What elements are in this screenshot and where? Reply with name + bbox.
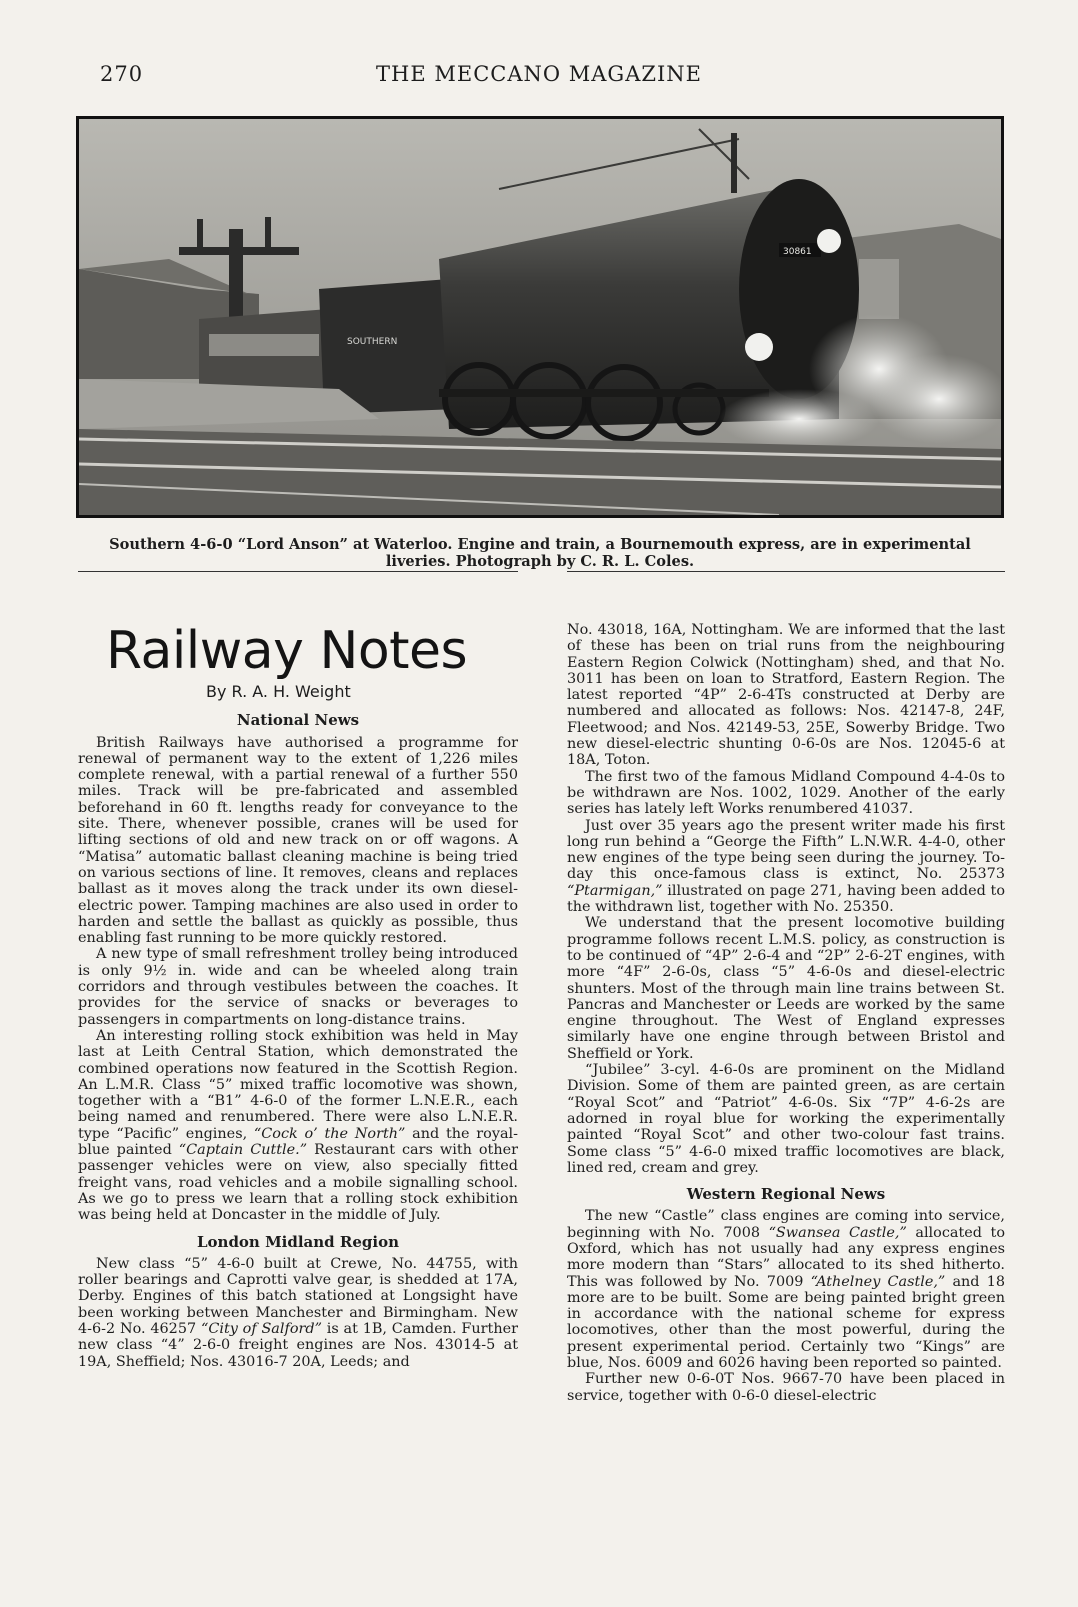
section-heading-western: Western Regional News bbox=[686, 1185, 886, 1204]
column-rule-right bbox=[567, 571, 1005, 572]
svg-text:30861: 30861 bbox=[783, 247, 812, 257]
photo-caption: Southern 4-6-0 “Lord Anson” at Waterloo. Engine and train, a Bournemouth express, are in experimental liveries. Photograph by C. R. L. Coles. bbox=[109, 536, 971, 570]
article-column-left bbox=[78, 622, 518, 1370]
page-number: 270 bbox=[100, 62, 144, 86]
column-rule-left bbox=[78, 571, 518, 572]
paragraph-castle-class: The new “Castle” class engines are coming into service, beginning with No. 7008 “Swansea Castle,” allocated to Oxford, which has not usually had any express engines more modern than “Stars” allocated to its shed hitherto. This was followed by No. 7009 “Athelney Castle,” and 18 more are to be built. Some are being painted bright green in accordance with the national scheme for express locomotives, other than the most powerful, during the present experimental period. Certainly two “Kings” are blue, Nos. 6009 and 6026 having been reported so painted. bbox=[567, 1208, 1006, 1372]
paragraph-rolling-stock-exhibition: An interesting rolling stock exhibition was held in May last at Leith Central Station, which demonstrated the combined operations now featured in the Scottish Region. An L.M.R. Class “5” mixed traffic locomotive was shown, together with a “B1” 4-6-0 of the former L.N.E.R., each being named and renumbered. There were also L.N.E.R. type “Pacific” engines, “Cock o’ the North” and the royal-blue painted “Captain Cuttle.” Restaurant cars with other passenger vehicles were on view, also specially fitted freight vans, road vehicles and a mobile signalling school. As we go to press we learn that a rolling stock exhibition was being held at Doncaster in the middle of July. bbox=[78, 1027, 519, 1224]
article-column-right bbox=[567, 622, 1005, 1404]
paragraph-refreshment-trolley: A new type of small refreshment trolley being introduced is only 9½ in. wide and can be wheeled along train corridors and through vestibules between the coaches. It provides for the service of snacks or beverages to passengers in compartments on long-distance trains. bbox=[78, 946, 518, 1028]
article-title: Railway Notes bbox=[106, 621, 468, 681]
article-byline: By R. A. H. Weight bbox=[206, 682, 351, 701]
paragraph-nottingham: No. 43018, 16A, Nottingham. We are informed that the last of these has been on trial runs from the neighbouring Eastern Region Colwick (Nottingham) shed, and that No. 3011 has been on loan to Stratford, Eastern Region. The latest reported “4P” 2-6-4Ts constructed at Derby are numbered and allocated as follows: Nos. 42147-8, 24F, Fleetwood; and Nos. 42149-53, 25E, Sowerby Bridge. Two new diesel-electric shunting 0-6-0s are Nos. 12045-6 at 18A, Toton. bbox=[567, 622, 1005, 769]
locomotive-photo-drawing bbox=[79, 119, 1001, 515]
running-head: THE MECCANO MAGAZINE bbox=[376, 62, 702, 86]
paragraph-building-programme: We understand that the present locomotive building programme follows recent L.M.S. policy, as construction is to be continued of “4P” 2-6-4 and “2P” 2-6-2T engines, with more “4F” 2-6-0s, class “5” 4-6-0s and diesel-electric shunters. Most of the through main line trains between St. Pancras and Manchester or Leeds are worked by the same engine throughout. The West of England expresses similarly have one engine through between Bristol and Sheffield or York. bbox=[567, 915, 1005, 1062]
section-heading-national: National News bbox=[236, 711, 360, 730]
paragraph-further-0-6-0t: Further new 0-6-0T Nos. 9667-70 have been placed in service, together with 0-6-0 diesel-electric bbox=[567, 1371, 1005, 1404]
paragraph-midland-compound: The first two of the famous Midland Compound 4-4-0s to be withdrawn are Nos. 1002, 1029. Another of the early series has lately left Works renumbered 41037. bbox=[567, 768, 1005, 818]
paragraph-permanent-way: British Railways have authorised a programme for renewal of permanent way to the extent of 1,226 miles complete renewal, with a partial renewal of a further 550 miles. Track will be pre-fabricated and assembled beforehand in 60 ft. lengths ready for conveyance to the site. There, whenever possible, cranes will be used for lifting sections of old and new track on or off wagons. A “Matisa” automatic ballast cleaning machine is being tried on various sections of line. It removes, cleans and replaces ballast as it moves along the track under its own diesel-electric power. Tamping machines are also used in order to harden and settle the ballast as quickly as possible, thus enabling fast running to be more quickly restored. bbox=[78, 734, 518, 947]
svg-text:SOUTHERN: SOUTHERN bbox=[347, 337, 398, 347]
paragraph-george-the-fifth: Just over 35 years ago the present writer made his first long run behind a “George the Fifth” L.N.W.R. 4-4-0, other new engines of the type being seen during the journey. To-day this once-famous class is extinct, No. 25373 “Ptarmigan,” illustrated on page 271, having been added to the withdrawn list, together with No. 25350. bbox=[567, 817, 1005, 916]
section-heading-lmr: London Midland Region bbox=[196, 1232, 399, 1251]
paragraph-jubilee: “Jubilee” 3-cyl. 4-6-0s are prominent on the Midland Division. Some of them are painted green, as are certain “Royal Scot” and “Patriot” 4-6-0s. Six “7P” 4-6-2s are adorned in royal blue for working the experimentally painted “Royal Scot” and other two-colour fast trains. Some class “5” 4-6-0 mixed traffic locomotives are black, lined red, cream and grey. bbox=[567, 1062, 1005, 1176]
locomotive-photo bbox=[76, 116, 1004, 518]
paragraph-new-class-5: New class “5” 4-6-0 built at Crewe, No. 44755, with roller bearings and Caprotti valve gear, is shedded at 17A, Derby. Engines of this batch stationed at Longsight have been working between Manchester and Birmingham. New 4-6-2 No. 46257 “City of Salford” is at 1B, Camden. Further new class “4” 2-6-0 freight engines are Nos. 43014-5 at 19A, Sheffield; Nos. 43016-7 20A, Leeds; and bbox=[78, 1255, 518, 1370]
